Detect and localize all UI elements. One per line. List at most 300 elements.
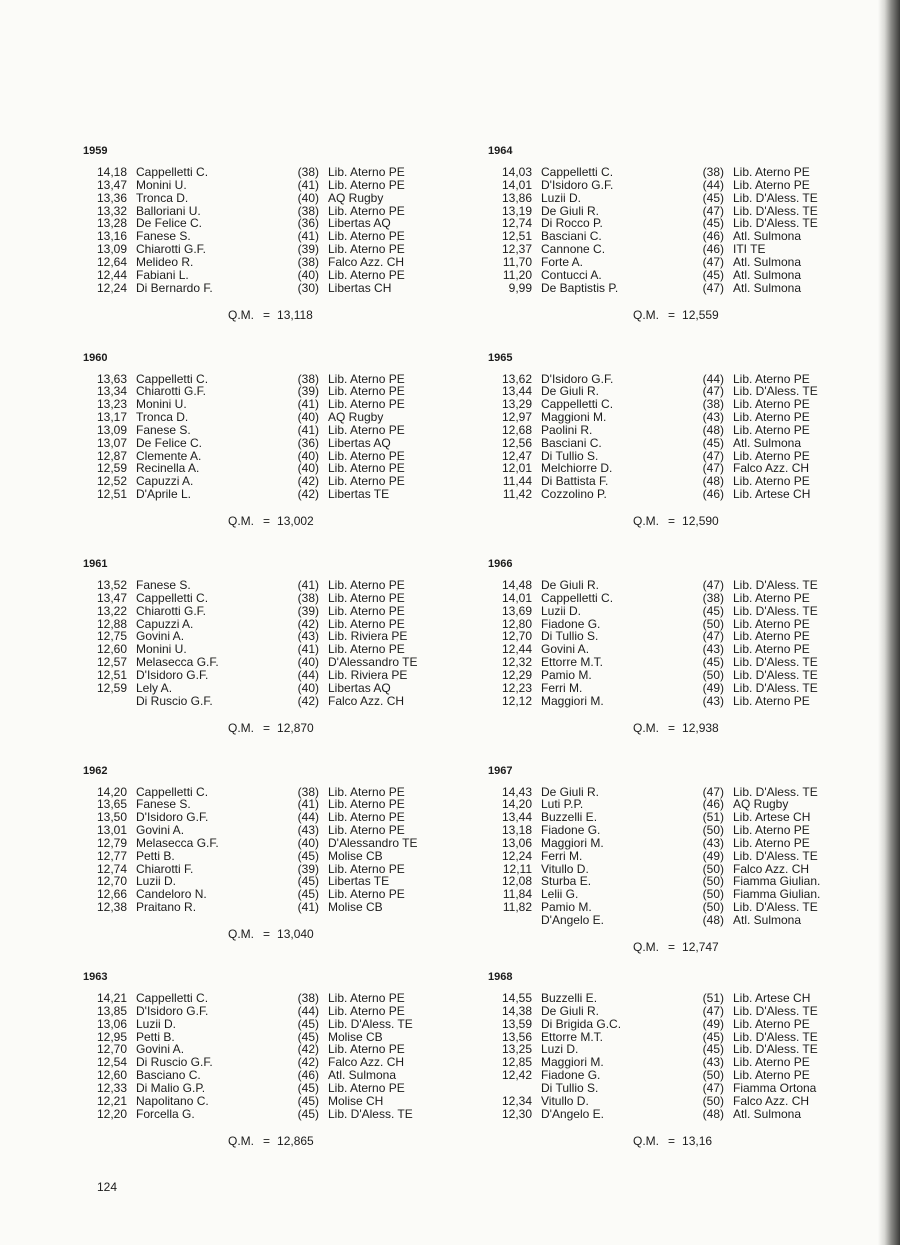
athlete-name: Cappelletti C. <box>136 991 209 1005</box>
scan-edge-shadow <box>878 0 900 1245</box>
average-label: Q.M. <box>633 307 659 322</box>
year-section <box>488 970 833 1177</box>
average-line <box>228 721 314 735</box>
time-value: 14,38 <box>501 1003 532 1018</box>
left-column <box>83 144 428 1177</box>
year-code: (50) <box>702 861 724 876</box>
time-value: 12,54 <box>96 1055 127 1070</box>
page-number: 124 <box>97 1180 118 1194</box>
time-value: 12,60 <box>96 1068 127 1083</box>
athlete-name: De Giuli R. <box>541 578 600 592</box>
average-label: Q.M. <box>228 514 254 528</box>
time-value: 12,29 <box>501 667 532 682</box>
year-code: (47) <box>702 461 724 476</box>
time-value: 13,56 <box>501 1029 532 1044</box>
club-name: Lib. D'Aless. TE <box>733 603 818 618</box>
time-value: 12,77 <box>96 848 127 863</box>
year-code: (45) <box>297 1080 319 1095</box>
year-code: (50) <box>702 1093 724 1108</box>
year-section <box>83 764 428 971</box>
year-code: (41) <box>297 578 319 592</box>
year-code: (46) <box>702 242 724 257</box>
year-code: (43) <box>702 642 724 657</box>
result-row <box>83 992 428 1005</box>
time-value: 13,06 <box>96 1016 127 1031</box>
club-name: Atl. Sulmona <box>733 254 802 269</box>
athlete-name: De Giuli R. <box>541 1003 600 1018</box>
year-code: (36) <box>297 216 319 231</box>
time-value: 12,42 <box>501 1068 532 1083</box>
time-value: 14,18 <box>96 165 127 179</box>
club-name: Lib. Aterno PE <box>328 267 405 282</box>
result-row <box>83 1069 428 1082</box>
year-code: (47) <box>702 784 724 799</box>
time-value: 12,24 <box>96 280 127 295</box>
time-value: 13,85 <box>96 1003 127 1018</box>
club-name: Lib. Aterno PE <box>328 397 405 412</box>
athlete-name: Fabiani L. <box>136 267 189 282</box>
club-name: Molise CB <box>328 900 383 915</box>
club-name: Lib. D'Aless. TE <box>733 1042 818 1057</box>
athlete-name: Contucci A. <box>541 267 602 282</box>
athlete-name: Di Tullio S. <box>541 629 599 644</box>
athlete-name: Lelii G. <box>541 887 579 902</box>
year-code: (45) <box>702 216 724 231</box>
club-name: Lib. Aterno PE <box>328 1080 405 1095</box>
year-code: (40) <box>297 410 319 425</box>
result-row <box>83 656 428 669</box>
club-name: D'Alessandro TE <box>328 835 418 850</box>
club-name: Atl. Sulmona <box>733 229 802 244</box>
athlete-name: Paolini R. <box>541 422 593 437</box>
club-name: Libertas AQ <box>328 216 391 231</box>
year-code: (43) <box>702 693 724 708</box>
club-name: Lib. Aterno PE <box>733 823 810 838</box>
athlete-name: Balloriani U. <box>136 203 201 218</box>
athlete-name: Cappelletti C. <box>541 590 614 605</box>
year-code: (45) <box>297 887 319 902</box>
club-name: Lib. Aterno PE <box>733 629 810 644</box>
club-name: Libertas AQ <box>328 680 391 695</box>
club-name: Lib. Aterno PE <box>733 410 810 425</box>
athlete-name: Ferri M. <box>541 680 583 695</box>
result-row <box>83 269 428 282</box>
year-code: (38) <box>297 784 319 799</box>
result-row <box>83 179 428 192</box>
year-code: (41) <box>297 642 319 657</box>
average-value: 12,938 <box>682 720 719 735</box>
club-name: Atl. Sulmona <box>733 435 802 450</box>
average-line <box>228 514 314 528</box>
year-code: (40) <box>297 267 319 282</box>
club-name: Lib. Aterno PE <box>328 371 405 386</box>
club-name: Lib. Aterno PE <box>328 797 405 812</box>
time-value: 13,18 <box>501 823 532 838</box>
average-line <box>228 927 314 941</box>
athlete-name: Di Ruscio G.F. <box>136 1055 213 1070</box>
time-value: 12,59 <box>96 461 127 476</box>
result-row <box>83 282 428 295</box>
year-code: (42) <box>297 693 319 708</box>
athlete-name: Cappelletti C. <box>136 371 209 386</box>
year-code: (38) <box>297 991 319 1005</box>
year-code: (41) <box>297 177 319 192</box>
result-row <box>83 1018 428 1031</box>
time-value: 12,74 <box>501 216 532 231</box>
average-line <box>228 1134 314 1148</box>
club-name: Lib. Aterno PE <box>733 835 810 850</box>
year-code: (45) <box>297 1093 319 1108</box>
equals-sign: = <box>668 514 676 528</box>
year-code: (42) <box>297 616 319 631</box>
year-heading: 1966 <box>488 558 513 570</box>
equals-sign: = <box>263 927 271 941</box>
athlete-name: Capuzzi A. <box>136 474 194 489</box>
year-code: (51) <box>702 991 724 1005</box>
time-value: 13,07 <box>96 435 127 450</box>
athlete-name: Buzzelli E. <box>541 810 598 825</box>
time-value: 12,59 <box>96 680 127 695</box>
time-value: 14,20 <box>501 797 532 812</box>
club-name: Libertas TE <box>328 487 390 502</box>
club-name: Falco Azz. CH <box>328 254 405 269</box>
time-value: 12,08 <box>501 874 532 889</box>
athlete-name: Cappelletti C. <box>541 165 614 179</box>
athlete-name: Govini A. <box>136 1042 185 1057</box>
athlete-name: Fanese S. <box>136 229 191 244</box>
result-row <box>83 192 428 205</box>
club-name: Lib. Aterno PE <box>328 823 405 838</box>
result-row <box>488 269 833 282</box>
time-value: 14,20 <box>96 784 127 799</box>
club-name: Atl. Sulmona <box>328 1068 397 1083</box>
athlete-name: D'Isidoro G.F. <box>136 667 209 682</box>
time-value: 14,55 <box>501 991 532 1005</box>
time-value: 13,29 <box>501 397 532 412</box>
time-value: 13,25 <box>501 1042 532 1057</box>
athlete-name: Vitullo D. <box>541 861 589 876</box>
result-row <box>488 192 833 205</box>
club-name: Molise CH <box>328 1093 384 1108</box>
year-code: (39) <box>297 242 319 257</box>
club-name: Libertas CH <box>328 280 392 295</box>
time-value: 13,69 <box>501 603 532 618</box>
club-name: AQ Rugby <box>328 410 384 425</box>
athlete-name: Chiarotti G.F. <box>136 242 207 257</box>
club-name: AQ Rugby <box>733 797 789 812</box>
club-name: Lib. D'Aless. TE <box>733 900 818 915</box>
time-value: 13,65 <box>96 797 127 812</box>
time-value: 12,95 <box>96 1029 127 1044</box>
year-code: (45) <box>702 655 724 670</box>
year-code: (40) <box>297 190 319 205</box>
equals-sign: = <box>263 514 271 528</box>
athlete-name: De Giuli R. <box>541 203 600 218</box>
club-name: Lib. Aterno PE <box>733 616 810 631</box>
athlete-name: Maggioni M. <box>541 410 607 425</box>
year-code: (45) <box>702 1029 724 1044</box>
club-name: Lib. Riviera PE <box>328 629 408 644</box>
average-value: 12,590 <box>682 514 719 528</box>
athlete-name: De Felice C. <box>136 435 203 450</box>
year-code: (41) <box>297 422 319 437</box>
time-value: 12,37 <box>501 242 532 257</box>
athlete-name: Di Tullio S. <box>541 1080 599 1095</box>
result-row <box>83 488 428 501</box>
year-code: (36) <box>297 435 319 450</box>
year-section <box>488 351 833 558</box>
year-code: (47) <box>702 578 724 592</box>
time-value: 12,70 <box>96 874 127 889</box>
average-value: 13,040 <box>277 927 314 941</box>
time-value: 12,38 <box>96 900 127 915</box>
club-name: Lib. Aterno PE <box>328 242 405 257</box>
time-value: 13,32 <box>96 203 127 218</box>
club-name: Lib. Aterno PE <box>328 991 405 1005</box>
club-name: Fiamma Ortona <box>733 1080 817 1095</box>
time-value: 12,70 <box>501 629 532 644</box>
result-row <box>83 850 428 863</box>
result-row <box>83 669 428 682</box>
athlete-name: Petti B. <box>136 1029 175 1044</box>
club-name: Lib. Aterno PE <box>733 371 810 386</box>
time-value: 12,64 <box>96 254 127 269</box>
athlete-name: Pamio M. <box>541 667 592 682</box>
club-name: Lib. Aterno PE <box>733 165 810 179</box>
equals-sign: = <box>263 1133 271 1148</box>
result-row <box>488 488 833 501</box>
year-code: (46) <box>297 1068 319 1083</box>
year-code: (50) <box>702 823 724 838</box>
average-label: Q.M. <box>228 927 254 941</box>
result-row <box>83 605 428 618</box>
time-value: 12,56 <box>501 435 532 450</box>
average-label: Q.M. <box>633 514 659 528</box>
club-name: ITI TE <box>733 242 766 257</box>
club-name: Lib. Aterno PE <box>328 603 405 618</box>
athlete-name: Basciano C. <box>136 1068 201 1083</box>
athlete-name: Tronca D. <box>136 190 189 205</box>
result-row <box>83 901 428 914</box>
year-code: (38) <box>297 254 319 269</box>
time-value: 13,47 <box>96 177 127 192</box>
club-name: Lib. Artese CH <box>733 810 811 825</box>
result-row <box>488 166 833 179</box>
time-value: 11,44 <box>502 474 532 489</box>
athlete-name: Luzii D. <box>136 874 177 889</box>
athlete-name: Basciani C. <box>541 435 602 450</box>
year-code: (45) <box>297 1029 319 1044</box>
right-column <box>488 144 833 1177</box>
athlete-name: Buzzelli E. <box>541 991 598 1005</box>
average-line <box>633 1134 712 1148</box>
time-value: 11,84 <box>502 887 532 902</box>
year-code: (47) <box>702 384 724 399</box>
year-code: (48) <box>702 912 724 927</box>
athlete-name: De Giuli R. <box>541 384 600 399</box>
club-name: Lib. Aterno PE <box>328 616 405 631</box>
athlete-name: Chiarotti F. <box>136 861 194 876</box>
year-code: (41) <box>297 797 319 812</box>
athlete-name: Chiarotti G.F. <box>136 603 207 618</box>
result-row <box>488 437 833 450</box>
athlete-name: D'Isidoro G.F. <box>136 810 209 825</box>
athlete-name: Fanese S. <box>136 422 191 437</box>
year-section <box>83 351 428 558</box>
time-value: 12,20 <box>96 1106 127 1121</box>
club-name: Lib. D'Aless. TE <box>733 203 818 218</box>
club-name: Lib. Aterno PE <box>328 165 405 179</box>
year-code: (45) <box>702 603 724 618</box>
club-name: Lib. Aterno PE <box>328 448 405 463</box>
athlete-name: Ferri M. <box>541 848 583 863</box>
athlete-name: Di Tullio S. <box>541 448 599 463</box>
result-row <box>488 1082 833 1095</box>
time-value: 13,17 <box>96 410 127 425</box>
time-value: 13,50 <box>96 810 127 825</box>
result-row <box>83 837 428 850</box>
club-name: Lib. D'Aless. TE <box>733 578 818 592</box>
year-code: (42) <box>297 474 319 489</box>
athlete-name: Melchiorre D. <box>541 461 613 476</box>
average-label: Q.M. <box>228 720 254 735</box>
year-code: (47) <box>702 203 724 218</box>
time-value: 13,86 <box>501 190 532 205</box>
time-value: 13,09 <box>96 242 127 257</box>
year-code: (47) <box>702 629 724 644</box>
year-code: (45) <box>297 874 319 889</box>
club-name: Lib. D'Aless. TE <box>733 667 818 682</box>
club-name: Lib. Aterno PE <box>328 229 405 244</box>
result-row <box>83 166 428 179</box>
club-name: Atl. Sulmona <box>733 280 802 295</box>
club-name: Lib. Aterno PE <box>328 810 405 825</box>
result-row <box>488 1018 833 1031</box>
time-value: 13,63 <box>96 371 127 386</box>
year-code: (40) <box>297 655 319 670</box>
time-value: 12,33 <box>96 1080 127 1095</box>
athlete-name: Melideo R. <box>136 254 194 269</box>
athlete-name: Cappelletti C. <box>136 590 209 605</box>
average-label: Q.M. <box>228 1133 254 1148</box>
year-section <box>488 764 833 971</box>
result-row <box>83 424 428 437</box>
time-value: 14,03 <box>501 165 532 179</box>
year-code: (45) <box>297 848 319 863</box>
club-name: Lib. Aterno PE <box>328 861 405 876</box>
average-line <box>633 940 719 954</box>
time-value: 11,70 <box>502 254 532 269</box>
athlete-name: Fiadone G. <box>541 616 601 631</box>
result-row <box>488 230 833 243</box>
athlete-name: D'Isidoro G.F. <box>541 177 614 192</box>
result-row <box>488 914 833 927</box>
result-row <box>488 1005 833 1018</box>
year-code: (47) <box>702 1080 724 1095</box>
time-value: 12,52 <box>96 474 127 489</box>
year-code: (46) <box>702 487 724 502</box>
club-name: Lib. Aterno PE <box>328 784 405 799</box>
result-row <box>488 605 833 618</box>
year-code: (44) <box>297 667 319 682</box>
athlete-name: Chiarotti G.F. <box>136 384 207 399</box>
result-row <box>488 243 833 256</box>
club-name: Lib. D'Aless. TE <box>328 1106 413 1121</box>
result-row <box>83 824 428 837</box>
year-code: (51) <box>702 810 724 825</box>
club-name: Lib. Artese CH <box>733 487 811 502</box>
year-code: (38) <box>297 165 319 179</box>
club-name: Lib. Aterno PE <box>733 397 810 412</box>
time-value: 11,20 <box>502 267 532 282</box>
result-row <box>83 579 428 592</box>
time-value: 14,01 <box>501 177 532 192</box>
year-code: (45) <box>702 190 724 205</box>
year-code: (38) <box>702 397 724 412</box>
club-name: Lib. Aterno PE <box>328 177 405 192</box>
year-code: (43) <box>297 823 319 838</box>
club-name: Fiamma Giulian. <box>733 887 821 902</box>
time-value: 13,34 <box>96 384 127 399</box>
club-name: Lib. D'Aless. TE <box>733 784 818 799</box>
club-name: Lib. Aterno PE <box>328 474 405 489</box>
average-value: 12,865 <box>277 1133 314 1148</box>
year-code: (44) <box>702 371 724 386</box>
result-row <box>488 424 833 437</box>
athlete-name: Cozzolino P. <box>541 487 607 502</box>
year-code: (49) <box>702 1016 724 1031</box>
result-row <box>488 850 833 863</box>
equals-sign: = <box>263 307 271 322</box>
club-name: Lib. Aterno PE <box>328 578 405 592</box>
year-code: (50) <box>702 887 724 902</box>
athlete-name: Luzii D. <box>541 190 582 205</box>
athlete-name: Candeloro N. <box>136 887 207 902</box>
year-code: (48) <box>702 422 724 437</box>
club-name: Lib. D'Aless. TE <box>733 655 818 670</box>
year-section <box>83 970 428 1177</box>
result-row <box>488 179 833 192</box>
athlete-name: Fanese S. <box>136 797 191 812</box>
athlete-name: Vitullo D. <box>541 1093 589 1108</box>
time-value: 9,99 <box>508 280 532 295</box>
time-value: 12,60 <box>96 642 127 657</box>
time-value: 12,51 <box>501 229 532 244</box>
year-heading: 1959 <box>83 145 108 157</box>
club-name: Falco Azz. CH <box>733 461 810 476</box>
athlete-name: Di Malio G.P. <box>136 1080 206 1095</box>
time-value: 13,62 <box>501 371 532 386</box>
athlete-name: Fiadone G. <box>541 1068 601 1083</box>
year-code: (42) <box>297 1042 319 1057</box>
athlete-name: Di Ruscio G.F. <box>136 693 213 708</box>
result-row <box>83 243 428 256</box>
result-row <box>488 901 833 914</box>
result-row <box>488 256 833 269</box>
equals-sign: = <box>668 1133 676 1148</box>
athlete-name: De Felice C. <box>136 216 203 231</box>
club-name: Lib. Aterno PE <box>733 693 810 708</box>
time-value: 13,47 <box>96 590 127 605</box>
average-label: Q.M. <box>228 307 254 322</box>
time-value: 12,32 <box>501 655 532 670</box>
time-value: 12,74 <box>96 861 127 876</box>
time-value: 12,21 <box>96 1093 127 1108</box>
year-code: (47) <box>702 1003 724 1018</box>
year-code: (44) <box>297 810 319 825</box>
athlete-name: Luti P.P. <box>541 797 584 812</box>
year-code: (38) <box>297 203 319 218</box>
